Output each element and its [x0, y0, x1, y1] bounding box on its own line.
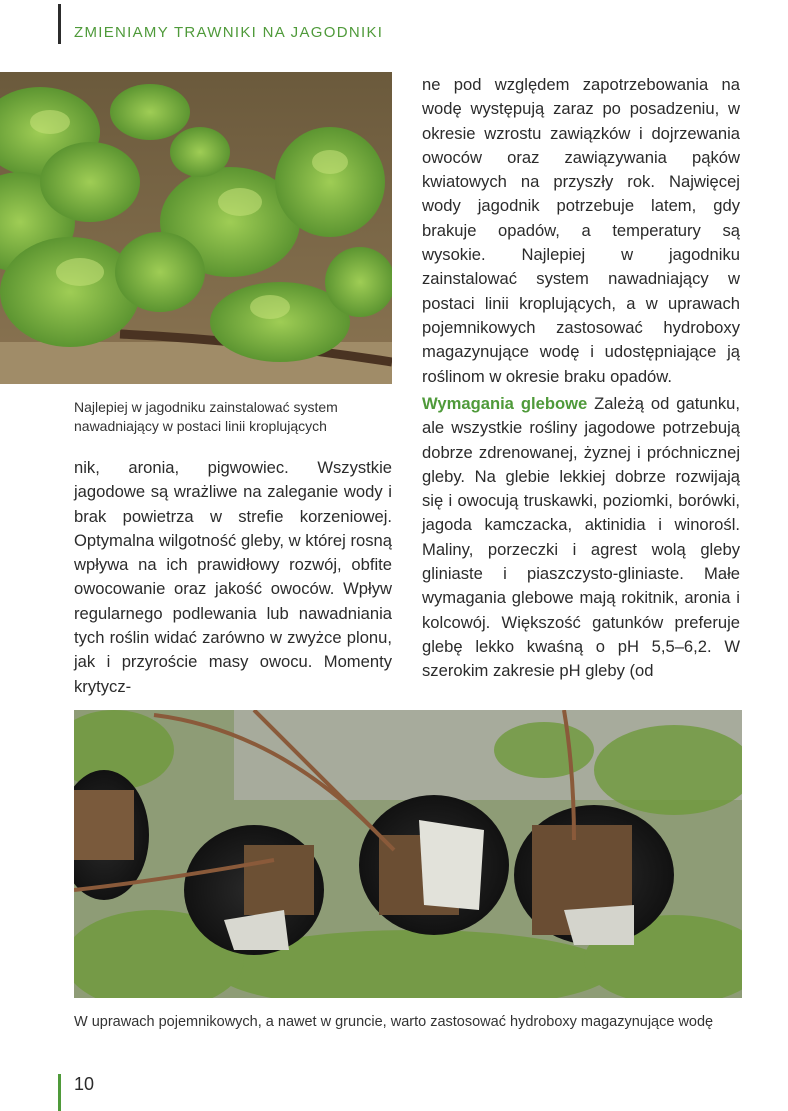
page-number: 10: [74, 1074, 95, 1094]
soil-requirements-paragraph: [422, 392, 740, 684]
footer-rule: [58, 1074, 61, 1111]
header-rule: [58, 4, 61, 44]
left-column-text: nik, aronia, pigwowiec. Wszystkie jagodowe są wrażliwe na zaleganie wody i brak powietrza w strefie korzeniowej. Optymalna wilgotność gleby, w której rosną wpływa na ich prawidłowy rozwój, obfite owocowanie oraz jakość owoców. Wpływ regularnego podlewania lub nawadniania tych roślin widać zarówno w zwyżce plonu, jak i przyroście masy owocu. Momenty krytycz-: [74, 458, 392, 696]
raspberry-drip-line-photo: [0, 72, 392, 384]
right-column-top-text: ne pod względem zapotrzebowania na wodę występują zaraz po posadzeniu, w okresie wzrostu zawiązków i dojrzewania owoców oraz zawiązywania pąków kwiatowych na przyszły rok. Najwięcej wody jagodnik potrzebuje latem, gdy brakuje opadów, a temperatury są wysokie. Najlepiej w jagodniku zainstalować system nawadniający w postaci linii kroplujących, a w uprawach pojemnikowych zastosować hydroboxy magazynujące wodę i udostępniające ją roślinom w okresie braku opadów.: [422, 75, 740, 386]
raspberry-photo-caption: Najlepiej w jagodniku zainstalować system nawadniający w postaci linii kroplujących: [74, 399, 338, 434]
container-photo-caption: W uprawach pojemnikowych, a nawet w gruncie, warto zastosować hydroboxy magazynujące wodę: [74, 1014, 714, 1030]
container-plants-photo: [74, 710, 742, 998]
running-head: ZMIENIAMY TRAWNIKI NA JAGODNIKI: [74, 24, 384, 41]
soil-requirements-text: Zależą od gatunku, ale wszystkie rośliny jagodowe potrzebują dobrze zdrenowanej, żyznej i próchnicznej gleby. Na glebie lekkiej dobrze rozwijają się i owocują truskawki, poziomki, borówki, jagoda kamczacka, aktinidia i winorośl. Maliny, porzeczki i agrest wolą gleby gliniaste i piaszczysto-gliniaste. Małe wymagania glebowe mają rokitnik, aronia i kolcowój. Większość gatunków preferuje glebę lekko kwaśną o pH 5,5–6,2. W szerokim zakresie pH gleby (od: [422, 394, 740, 681]
soil-requirements-heading: Wymagania glebowe: [422, 394, 588, 413]
